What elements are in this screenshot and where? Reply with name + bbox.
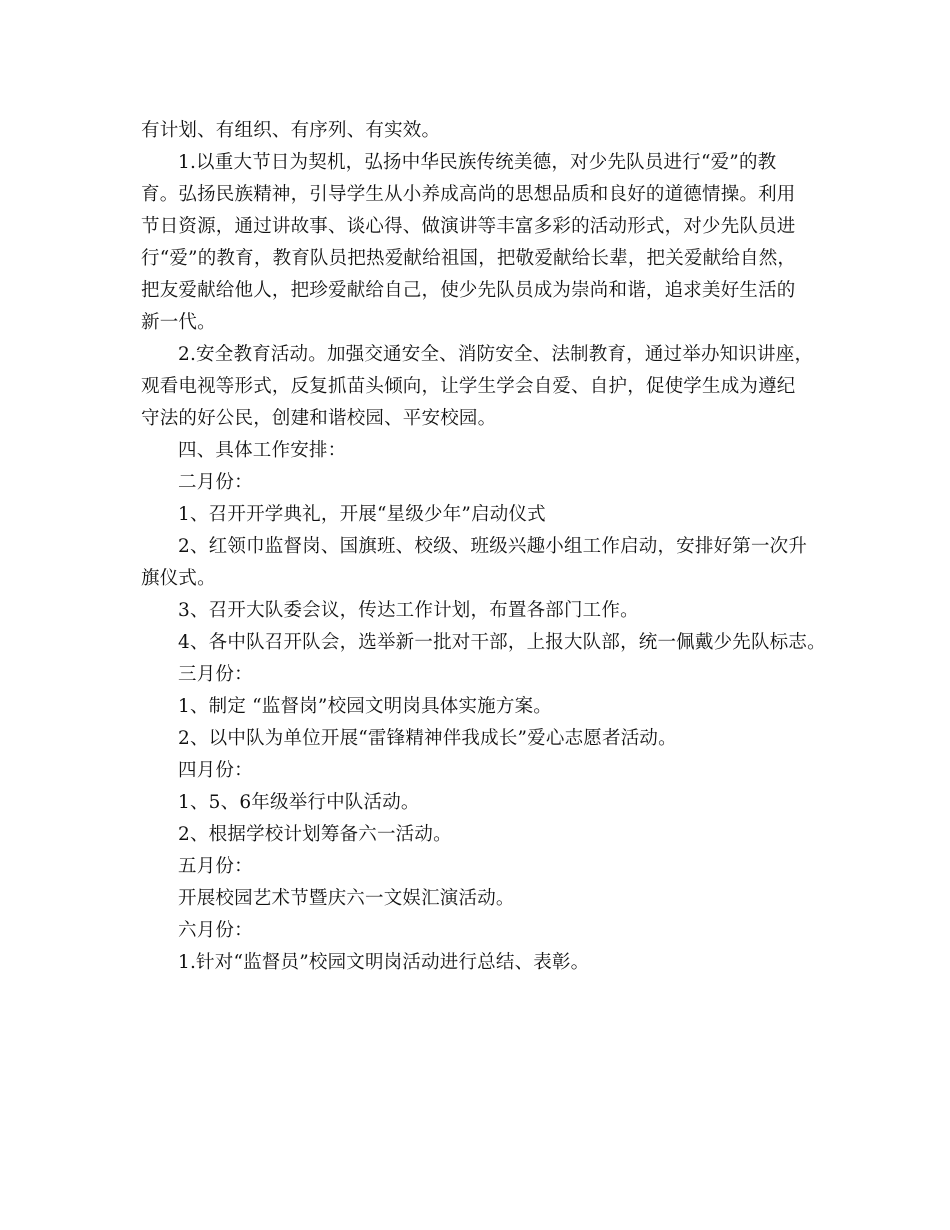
text-line: 3、召开大队委会议，传达工作计划，布置各部门工作。 — [178, 600, 639, 621]
text-line: 1.针对“监督员”校园文明岗活动进行总结、表彰。 — [178, 952, 590, 973]
text-line: 1、5、6年级举行中队活动。 — [178, 792, 420, 813]
text-line: 把友爱献给他人，把珍爱献给自己，使少先队员成为崇尚和谐，追求美好生活的 — [141, 280, 796, 301]
text-line: 守法的好公民，创建和谐校园、平安校园。 — [141, 408, 497, 429]
text-line: 开展校园艺术节暨庆六一文娱汇演活动。 — [178, 888, 515, 909]
text-line: 1.以重大节日为契机，弘扬中华民族传统美德，对少先队员进行“爱”的教 — [178, 152, 777, 173]
text-line: 新一代。 — [141, 312, 216, 333]
text-line: 四、具体工作安排： — [178, 440, 347, 461]
text-line: 2.安全教育活动。加强交通安全、消防安全、法制教育，通过举办知识讲座， — [178, 344, 814, 365]
text-line: 观看电视等形式，反复抓苗头倾向，让学生学会自爱、自护，促使学生成为遵纪 — [141, 376, 796, 397]
text-line: 节日资源，通过讲故事、谈心得、做演讲等丰富多彩的活动形式，对少先队员进 — [141, 216, 796, 237]
text-line: 旗仪式。 — [141, 568, 216, 589]
text-line: 1、制定 “监督岗”校园文明岗具体实施方案。 — [178, 696, 552, 717]
text-line: 2、红领巾监督岗、国旗班、校级、班级兴趣小组工作启动，安排好第一次升 — [178, 536, 808, 557]
document-body — [141, 115, 826, 979]
text-line: 2、根据学校计划筹备六一活动。 — [178, 824, 452, 845]
text-line: 育。弘扬民族精神，引导学生从小养成高尚的思想品质和良好的道德情操。利用 — [141, 184, 796, 205]
text-line: 行“爱”的教育，教育队员把热爱献给祖国，把敬爱献给长辈，把关爱献给自然， — [141, 248, 797, 269]
text-line: 六月份： — [178, 920, 253, 941]
text-line: 五月份： — [178, 856, 253, 877]
text-line: 二月份： — [178, 472, 253, 493]
text-line: 2、以中队为单位开展“雷锋精神伴我成长”爱心志愿者活动。 — [178, 728, 677, 749]
text-line: 有计划、有组织、有序列、有实效。 — [141, 120, 441, 141]
text-line: 四月份： — [178, 760, 253, 781]
text-line: 三月份： — [178, 664, 253, 685]
text-line: 4、各中队召开队会，选举新一批对干部，上报大队部，统一佩戴少先队标志。 — [178, 632, 826, 653]
text-line: 1、召开开学典礼，开展“星级少年”启动仪式 — [178, 504, 546, 525]
